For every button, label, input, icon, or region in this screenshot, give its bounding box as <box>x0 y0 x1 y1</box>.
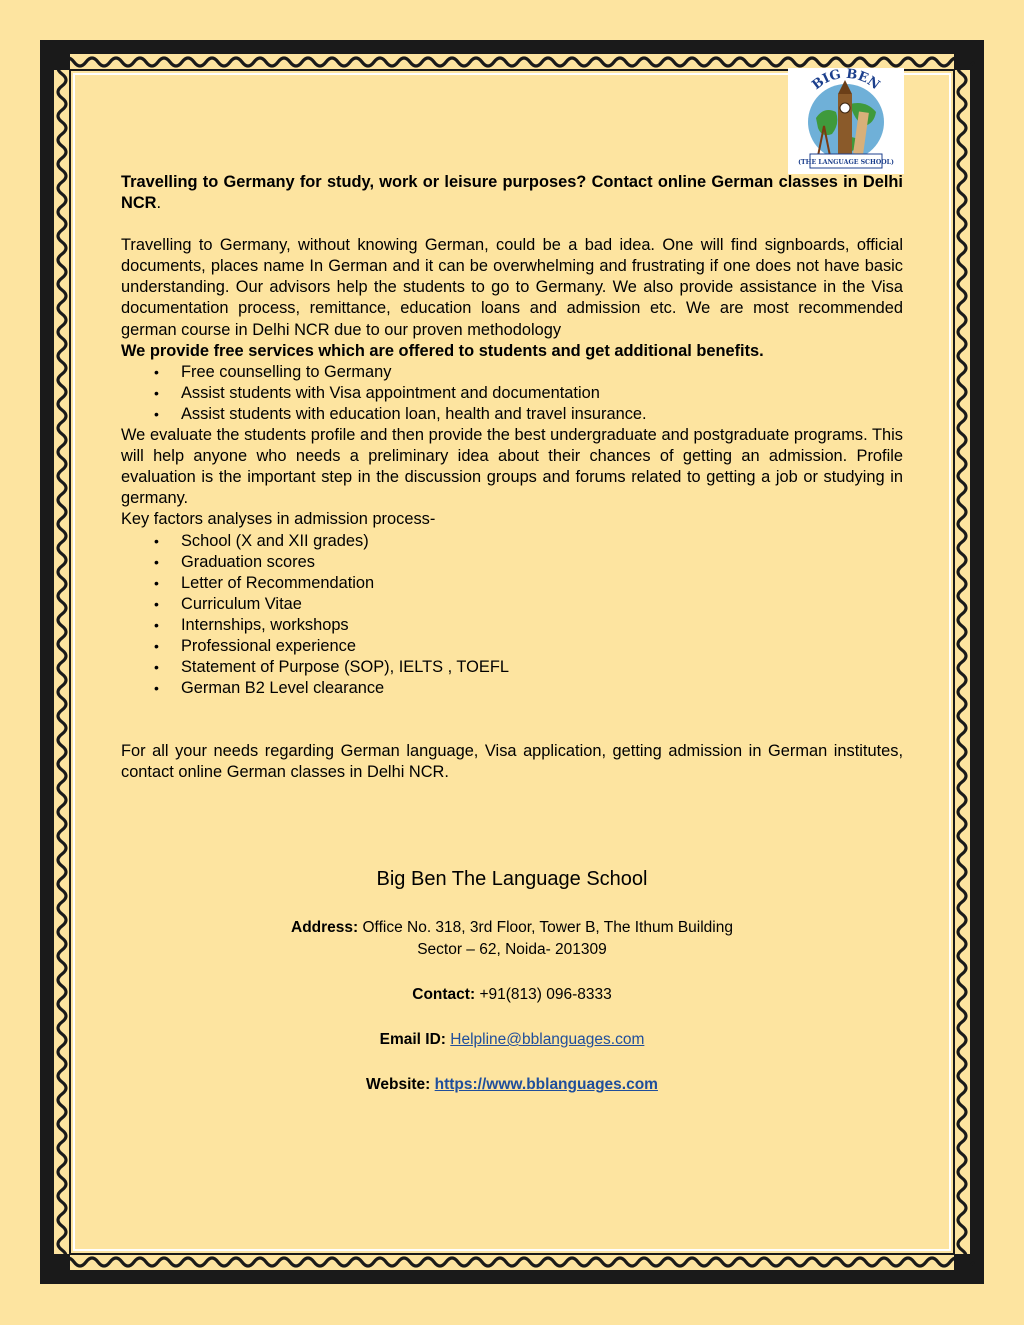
list-item <box>121 531 903 552</box>
list-item-text: School (X and XII grades) <box>181 531 369 550</box>
list-item <box>121 636 903 657</box>
list-item-text: Internships, workshops <box>181 615 349 634</box>
website-link[interactable]: https://www.bblanguages.com <box>434 1076 658 1093</box>
list-item <box>121 362 903 383</box>
list-item <box>121 404 903 425</box>
bullet-icon: • <box>154 616 159 633</box>
list-item <box>121 573 903 594</box>
address-label: Address: <box>291 919 359 936</box>
contact-label: Contact: <box>412 986 476 1003</box>
list-item-text: Curriculum Vitae <box>181 594 302 613</box>
list-item <box>121 383 903 404</box>
list-item-text: Graduation scores <box>181 552 315 571</box>
list-item-text: German B2 Level clearance <box>181 679 385 698</box>
evaluation-paragraph: We evaluate the students profile and then provide the best undergraduate and postgraduate programs. This will help anyone who needs a preliminary idea about their chances of getting an admission. Profile evaluation is the important step in the discussion groups and forums related to getting a job or studying in germany. <box>121 426 903 508</box>
services-heading: We provide free services which are offered to students and get additional benefits. <box>121 341 764 360</box>
bullet-icon: • <box>154 384 159 401</box>
contact-phone: +91(813) 096-8333 <box>479 986 612 1003</box>
bullet-icon: • <box>154 659 159 676</box>
list-item-text: Statement of Purpose (SOP), IELTS , TOEFL <box>181 658 509 677</box>
bullet-icon: • <box>154 553 159 570</box>
intro-paragraph: Travelling to Germany, without knowing German, could be a bad idea. One will find signboards, official documents, places name In German and it can be overwhelming and frustrating if one does not have basic understanding. Our advisors help the students to go to Germany. We also provide assistance in the Visa documentation process, remittance, education loans and admission etc. We are most recommended german course in Delhi NCR due to our proven methodology <box>121 236 903 339</box>
bullet-icon: • <box>154 595 159 612</box>
list-item <box>121 615 903 636</box>
bullet-icon: • <box>154 637 159 654</box>
bullet-icon: • <box>154 574 159 591</box>
school-logo <box>788 68 904 174</box>
list-item <box>121 594 903 615</box>
bullet-icon: • <box>154 405 159 422</box>
logo-banner-text: (THE LANGUAGE SCHOOL) <box>798 159 894 166</box>
list-item-text: Letter of Recommendation <box>181 573 375 592</box>
list-item <box>121 678 903 699</box>
website-label: Website: <box>366 1076 431 1093</box>
address-line-1: Office No. 318, 3rd Floor, Tower B, The Ithum Building <box>362 919 733 936</box>
email-label: Email ID: <box>379 1031 446 1048</box>
list-item-text: Assist students with Visa appointment and documentation <box>181 383 600 402</box>
closing-paragraph: For all your needs regarding German language, Visa application, getting admission in German institutes, contact online German classes in Delhi NCR. <box>121 742 903 782</box>
list-item-text: Assist students with education loan, health and travel insurance. <box>181 404 647 423</box>
contact-footer <box>121 868 903 1119</box>
bullet-icon: • <box>154 532 159 549</box>
factors-list <box>121 531 903 700</box>
services-list <box>121 362 903 425</box>
main-content <box>121 172 903 783</box>
logo-arc-text: BIG BEN <box>809 68 883 94</box>
school-name: Big Ben The Language School <box>376 868 648 890</box>
factors-heading: Key factors analyses in admission process- <box>121 510 436 529</box>
intro-heading: Travelling to Germany for study, work or leisure purposes? Contact online German classes in Delhi NCR. <box>121 173 903 213</box>
email-link[interactable]: Helpline@bblanguages.com <box>450 1031 645 1048</box>
address-line-2: Sector – 62, Noida- 201309 <box>417 941 607 958</box>
list-item-text: Professional experience <box>181 636 356 655</box>
bullet-icon: • <box>154 680 159 697</box>
list-item-text: Free counselling to Germany <box>181 362 392 381</box>
list-item <box>121 552 903 573</box>
bullet-icon: • <box>154 363 159 380</box>
list-item <box>121 657 903 678</box>
